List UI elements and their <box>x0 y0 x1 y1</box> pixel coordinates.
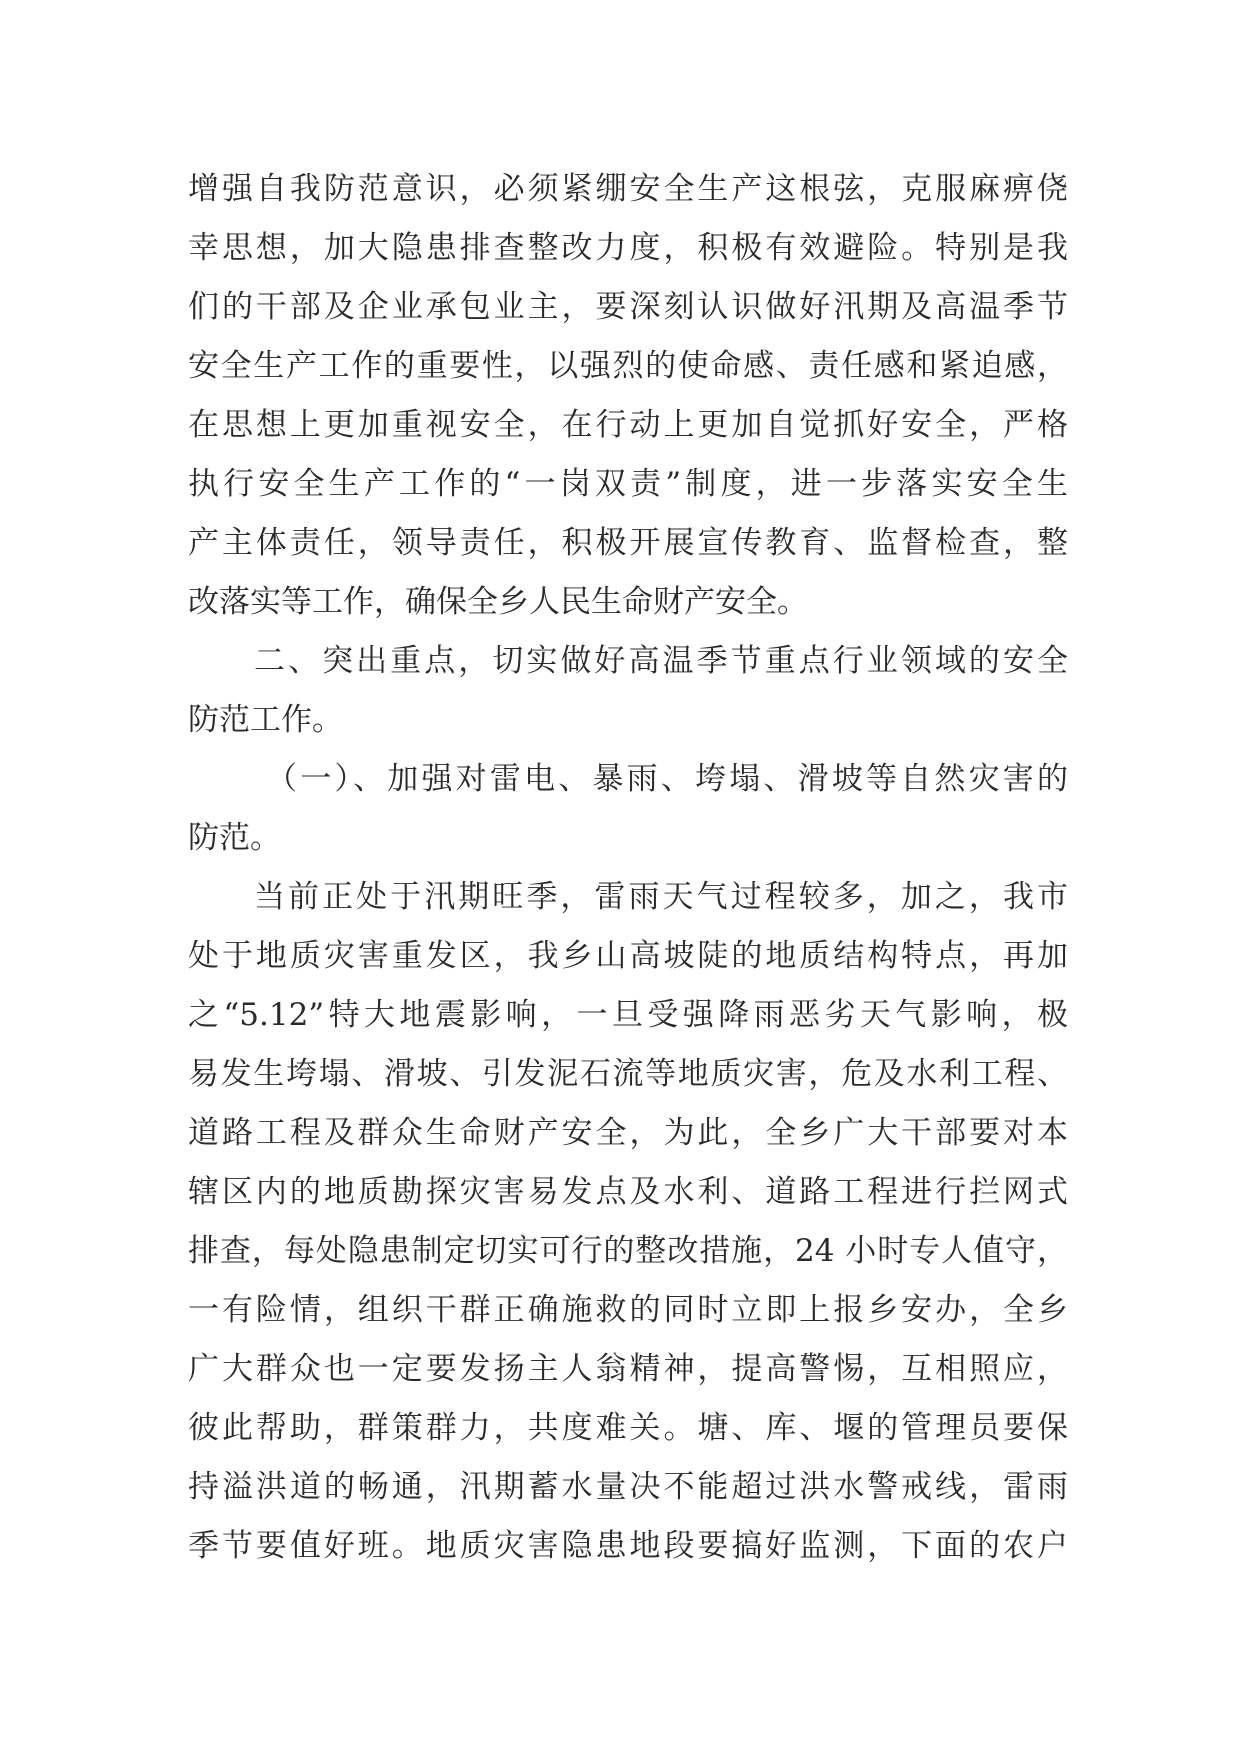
text-line: 排查，每处隐患制定切实可行的整改措施，24 小时专人值守， <box>188 1233 1068 1269</box>
text-line: 安全生产工作的重要性，以强烈的使命感、责任感和紧迫感， <box>188 348 1068 384</box>
text-line: 改落实等工作，确保全乡人民生命财产安全。 <box>188 584 808 620</box>
subsection-heading-line: 防范。 <box>188 820 281 856</box>
text-line: 在思想上更加重视安全，在行动上更加自觉抓好安全，严格 <box>188 407 1068 443</box>
document-body <box>188 160 1068 1576</box>
text-line: 彼此帮助，群策群力，共度难关。塘、库、堰的管理员要保 <box>188 1410 1068 1446</box>
text-line: 当前正处于汛期旺季，雷雨天气过程较多，加之，我市 <box>254 879 1068 915</box>
text-line: 们的干部及企业承包业主，要深刻认识做好汛期及高温季节 <box>188 289 1068 325</box>
text-line: 易发生垮塌、滑坡、引发泥石流等地质灾害，危及水利工程、 <box>188 1056 1068 1092</box>
text-line: 季节要值好班。地质灾害隐患地段要搞好监测，下面的农户 <box>188 1528 1068 1564</box>
text-line: 之“5.12”特大地震影响，一旦受强降雨恶劣天气影响，极 <box>188 997 1068 1033</box>
text-line: 幸思想，加大隐患排查整改力度，积极有效避险。特别是我 <box>188 230 1068 266</box>
text-line: 增强自我防范意识，必须紧绷安全生产这根弦，克服麻痹侥 <box>188 171 1068 207</box>
text-line: 一有险情，组织干群正确施救的同时立即上报乡安办，全乡 <box>188 1292 1068 1328</box>
text-line: 处于地质灾害重发区，我乡山高坡陡的地质结构特点，再加 <box>188 938 1068 974</box>
section-heading-line: 二、突出重点，切实做好高温季节重点行业领域的安全 <box>254 643 1068 679</box>
text-line: 辖区内的地质勘探灾害易发点及水利、道路工程进行拦网式 <box>188 1174 1068 1210</box>
text-line: 道路工程及群众生命财产安全，为此，全乡广大干部要对本 <box>188 1115 1068 1151</box>
text-line: 持溢洪道的畅通，汛期蓄水量决不能超过洪水警戒线，雷雨 <box>188 1469 1068 1505</box>
section-heading-line: 防范工作。 <box>188 702 343 738</box>
text-line: 执行安全生产工作的“一岗双责”制度，进一步落实安全生 <box>188 466 1068 502</box>
subsection-heading-line: （一）、加强对雷电、暴雨、垮塌、滑坡等自然灾害的 <box>266 761 1068 797</box>
text-line: 产主体责任，领导责任，积极开展宣传教育、监督检查，整 <box>188 525 1068 561</box>
text-line: 广大群众也一定要发扬主人翁精神，提高警惕，互相照应， <box>188 1351 1068 1387</box>
